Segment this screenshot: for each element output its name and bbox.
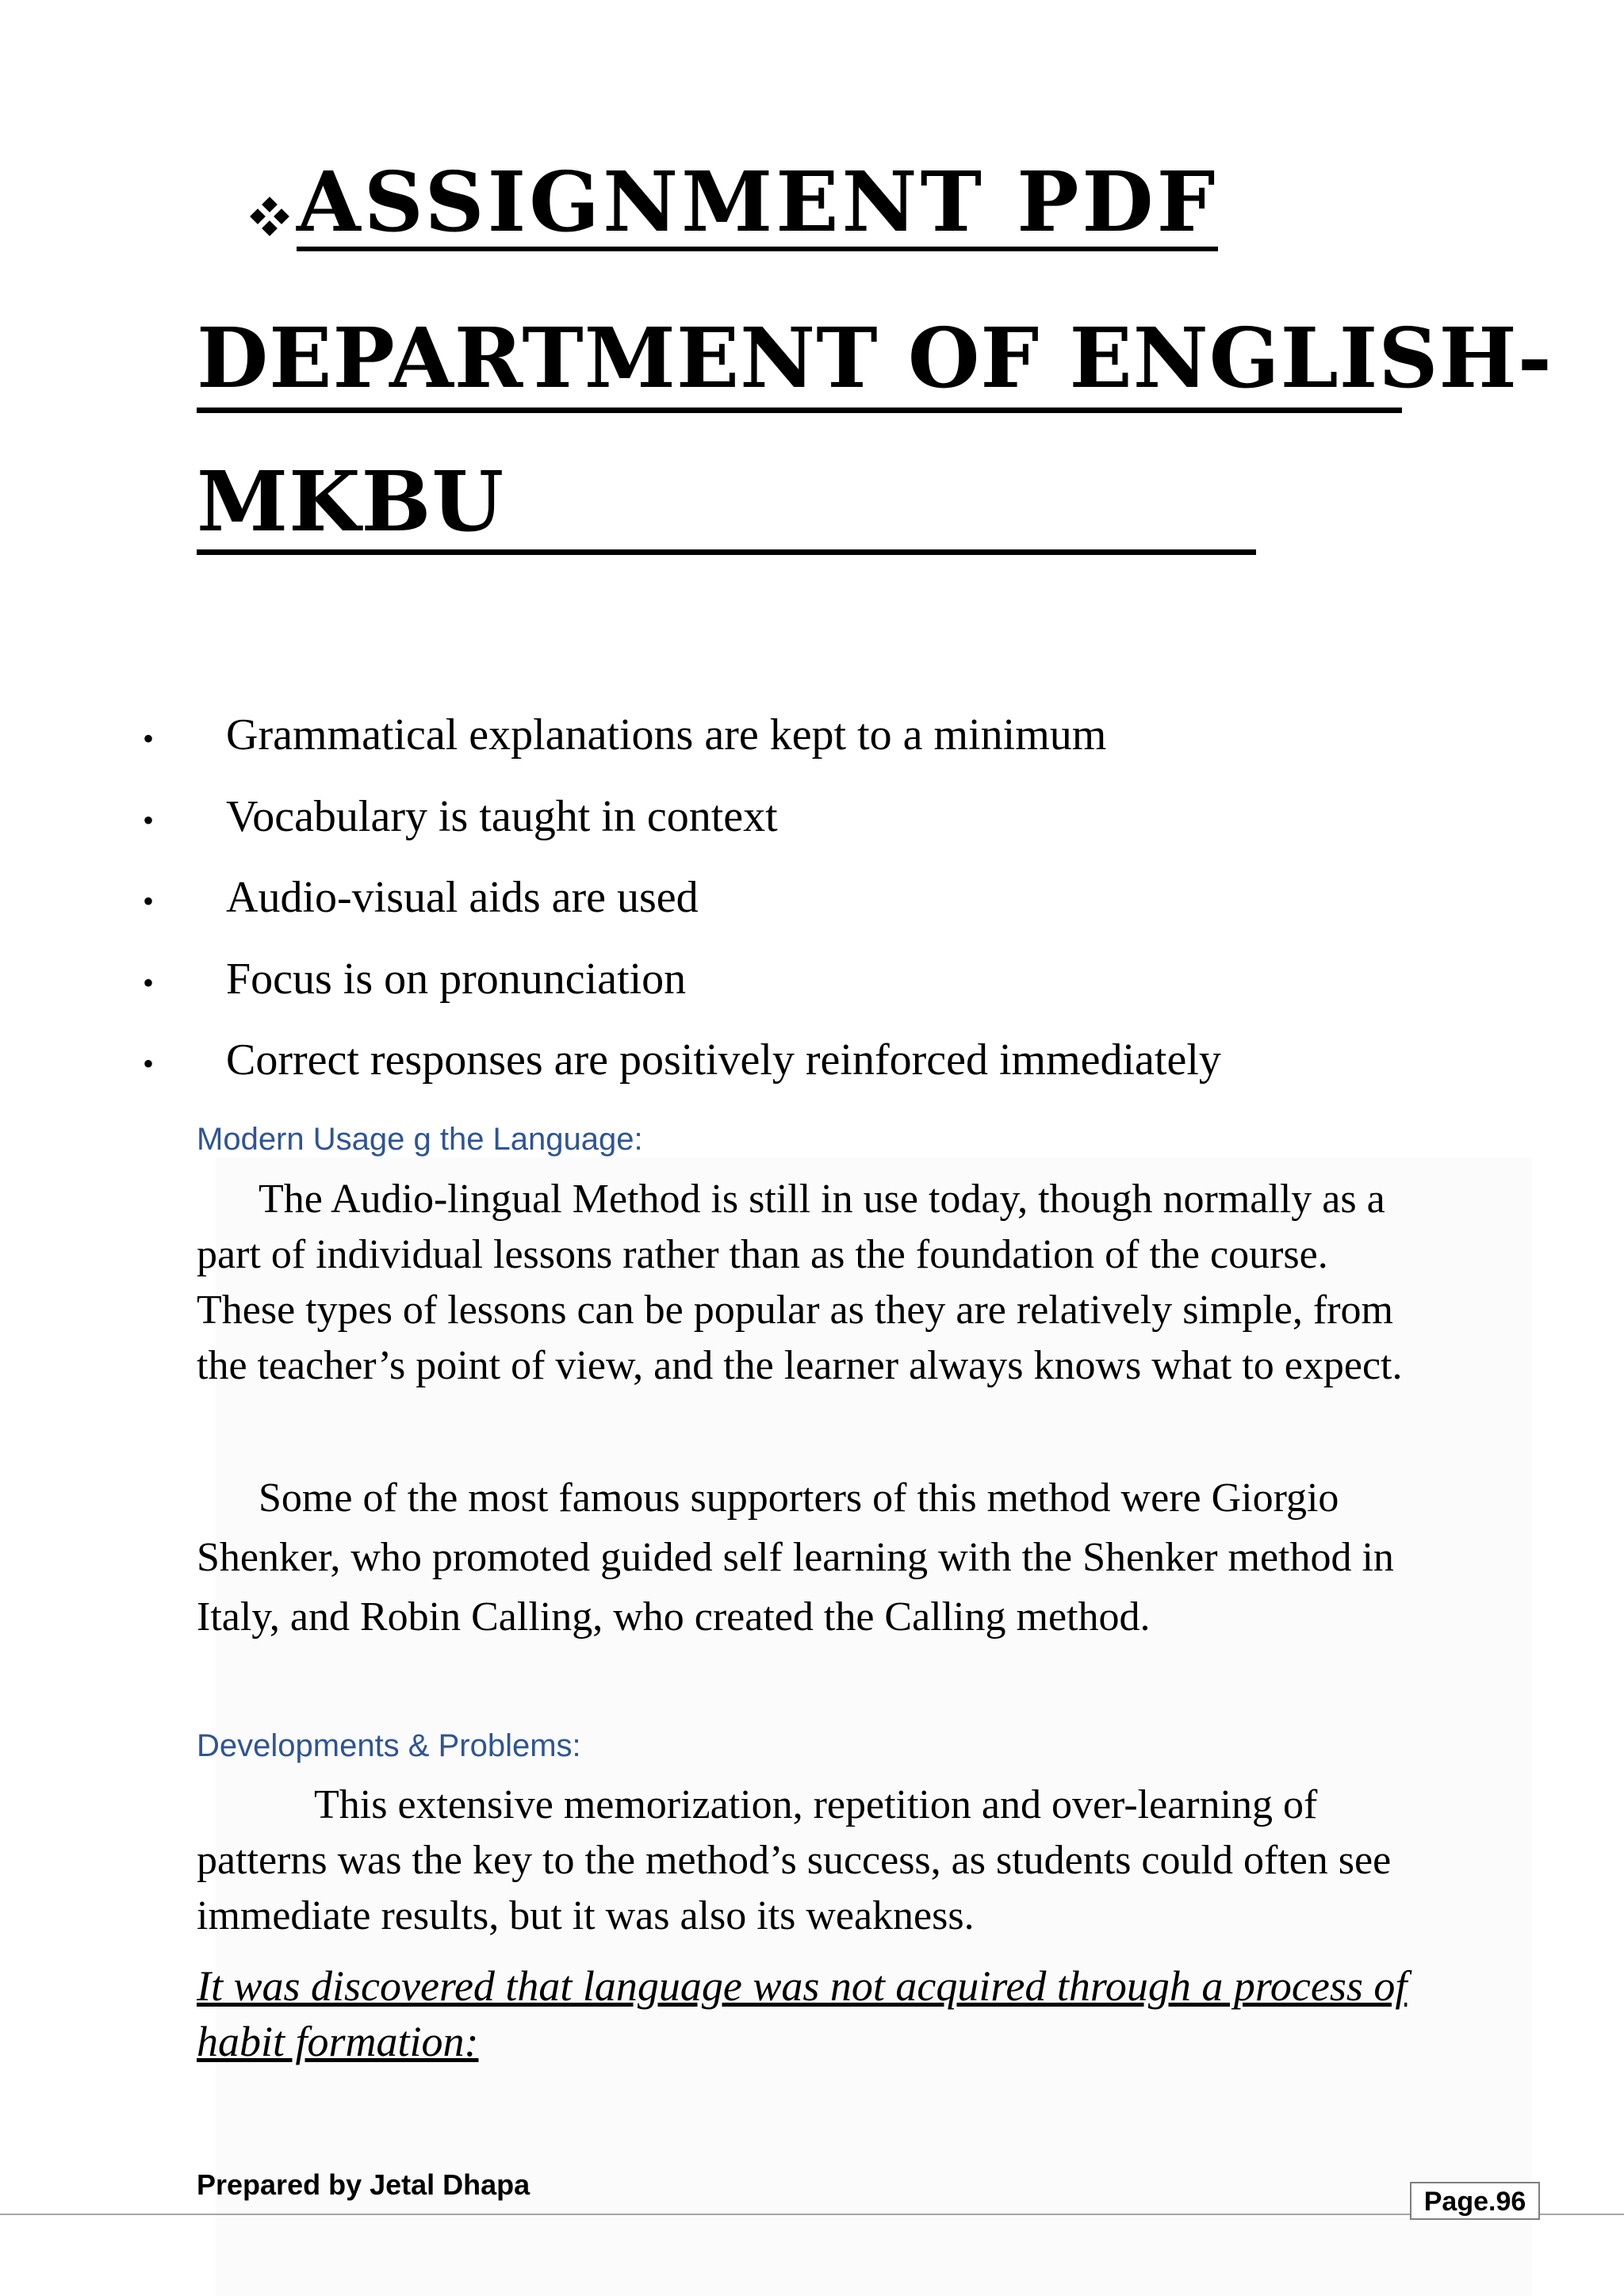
bullet-icon: • — [143, 883, 155, 919]
list-item — [143, 954, 1491, 1035]
department-line-1: DEPARTMENT OF ENGLISH- — [197, 317, 1402, 413]
section-heading-modern-usage: Modern Usage g the Language: — [197, 1122, 643, 1157]
paragraph-modern-usage-2: Some of the most famous supporters of this method were Giorgio Shenker, who promoted guided self learning with the Shenker method in Italy, and Robin Calling, who created the Calling method. — [197, 1475, 1394, 1640]
department-heading — [197, 309, 1553, 555]
paragraph-modern-usage-1: The Audio-lingual Method is still in use today, though normally as a part of individual lessons rather than as the foundation of the course. These types of lessons can be popular as they are relatively simple, from the teacher’s point of view, and the learner always knows what to expect. — [197, 1177, 1403, 1388]
list-item-text: Correct responses are positively reinforced immediately — [226, 1035, 1221, 1085]
list-item-text: Audio-visual aids are used — [226, 873, 699, 922]
list-item — [143, 710, 1491, 791]
feature-bullet-list — [143, 710, 1491, 1116]
list-item-text: Focus is on pronunciation — [226, 954, 687, 1004]
list-item — [143, 791, 1491, 873]
list-item-text: Vocabulary is taught in context — [226, 791, 778, 841]
bullet-icon: • — [143, 721, 155, 756]
department-line-2: MKBU — [197, 461, 1256, 555]
list-item — [143, 872, 1491, 954]
title-text: ASSIGNMENT PDF — [297, 153, 1219, 251]
diamond-bullet-icon — [251, 197, 289, 235]
bullet-icon: • — [143, 802, 155, 838]
document-title — [251, 153, 1219, 251]
bullet-icon: • — [143, 964, 155, 1001]
page-number: Page.96 — [1410, 2182, 1540, 2220]
paragraph-developments: This extensive memorization, repetition and over-learning of patterns was the key to the method’s success, as students could often see immediate results, but it was also its weakness. — [197, 1782, 1392, 1938]
list-item-text: Grammatical explanations are kept to a minimum — [226, 710, 1107, 760]
bullet-icon: • — [143, 1046, 155, 1081]
list-item — [143, 1035, 1491, 1116]
footer-divider — [0, 2214, 1624, 2215]
emphasized-statement: It was discovered that language was not acquired through a process of habit formation: — [197, 1962, 1408, 2065]
section-heading-developments: Developments & Problems: — [197, 1728, 581, 1763]
footer-author: Prepared by Jetal Dhapa — [197, 2168, 530, 2201]
